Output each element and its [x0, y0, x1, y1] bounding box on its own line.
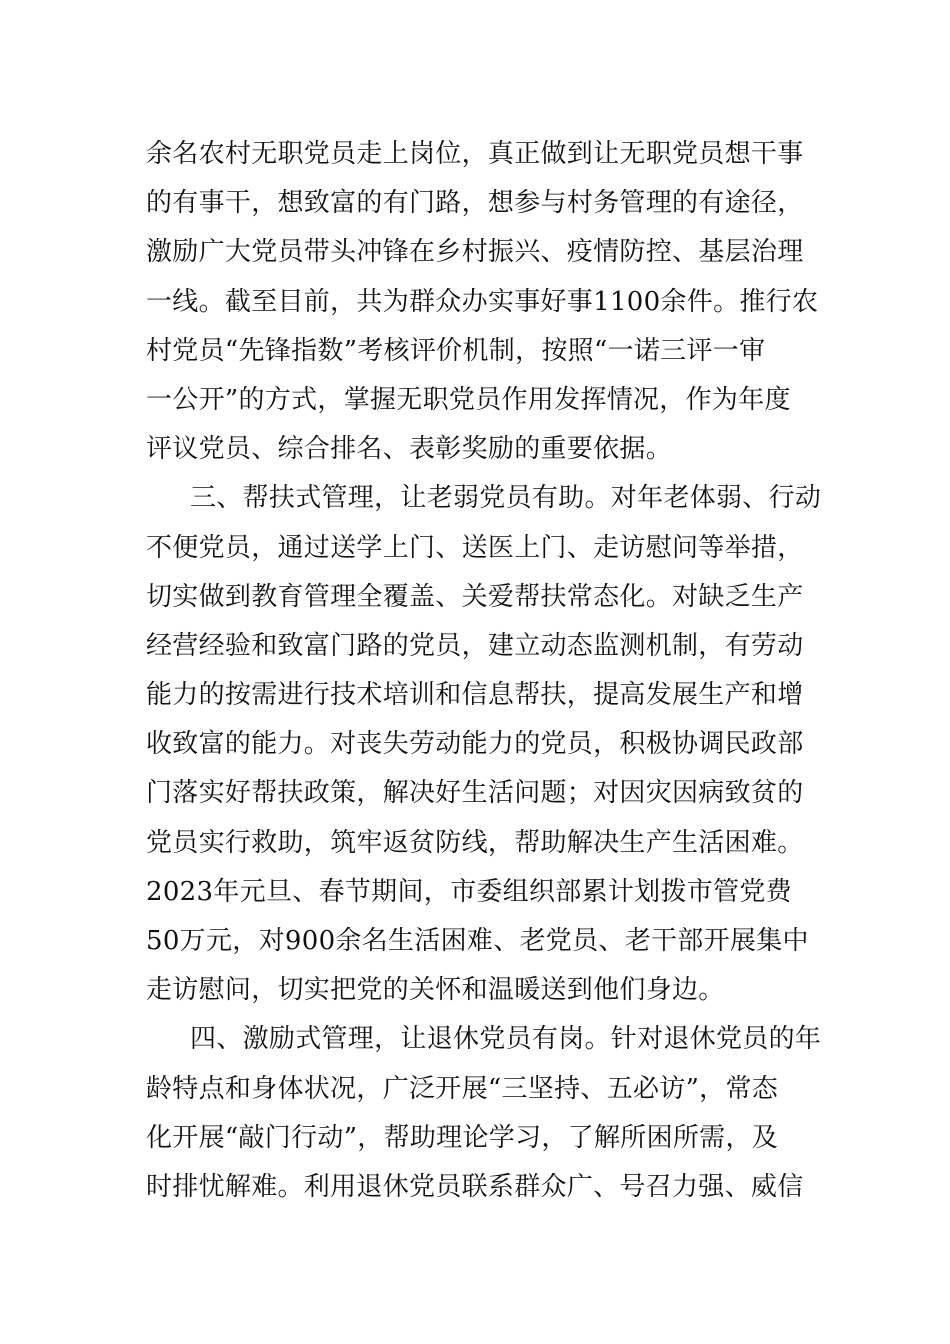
text-line: 能力的按需进行技术培训和信息帮扶，提高发展生产和增	[146, 680, 804, 711]
text-line: 切实做到教育管理全覆盖、关爱帮扶常态化。对缺乏生产	[146, 581, 804, 612]
text-line: 一线。截至目前，共为群众办实事好事1100余件。推行农	[146, 286, 819, 317]
text-line: 时排忧解难。利用退休党员联系群众广、号召力强、威信	[146, 1171, 804, 1202]
text-line: 一公开”的方式，掌握无职党员作用发挥情况，作为年度	[146, 384, 791, 415]
text-line: 门落实好帮扶政策，解决好生活问题；对因灾因病致贫的	[146, 778, 804, 809]
body-text	[146, 130, 822, 1212]
text-line: 评议党员、综合排名、表彰奖励的重要依据。	[146, 434, 673, 465]
text-line: 激励广大党员带头冲锋在乡村振兴、疫情防控、基层治理	[146, 237, 804, 268]
paragraph-start-line: 三、帮扶式管理，让老弱党员有助。对年老体弱、行动	[190, 483, 822, 514]
text-line: 经营经验和致富门路的党员，建立动态监测机制，有劳动	[146, 630, 804, 661]
text-line: 党员实行救助，筑牢返贫防线，帮助解决生产生活困难。	[146, 827, 804, 858]
text-line: 收致富的能力。对丧失劳动能力的党员，积极协调民政部	[146, 729, 804, 760]
text-line: 龄特点和身体状况，广泛开展“三坚持、五必访”，常态	[146, 1073, 779, 1104]
text-line: 走访慰问，切实把党的关怀和温暖送到他们身边。	[146, 975, 725, 1006]
text-line: 的有事干，想致富的有门路，想参与村务管理的有途径，	[146, 188, 804, 219]
text-line: 化开展“敲门行动”，帮助理论学习，了解所困所需，及	[146, 1122, 779, 1153]
text-line: 村党员“先锋指数”考核评价机制，按照“一诺三评一审	[146, 335, 766, 366]
text-line: 50万元，对900余名生活困难、老党员、老干部开展集中	[146, 926, 809, 956]
text-line: 不便党员，通过送学上门、送医上门、走访慰问等举措，	[146, 532, 804, 563]
text-line: 余名农村无职党员走上岗位，真正做到让无职党员想干事	[146, 139, 804, 169]
text-line: 2023年元旦、春节期间，市委组织部累计划拨市管党费	[146, 876, 792, 907]
paragraph-start-line: 四、激励式管理，让退休党员有岗。针对退休党员的年	[190, 1024, 822, 1055]
